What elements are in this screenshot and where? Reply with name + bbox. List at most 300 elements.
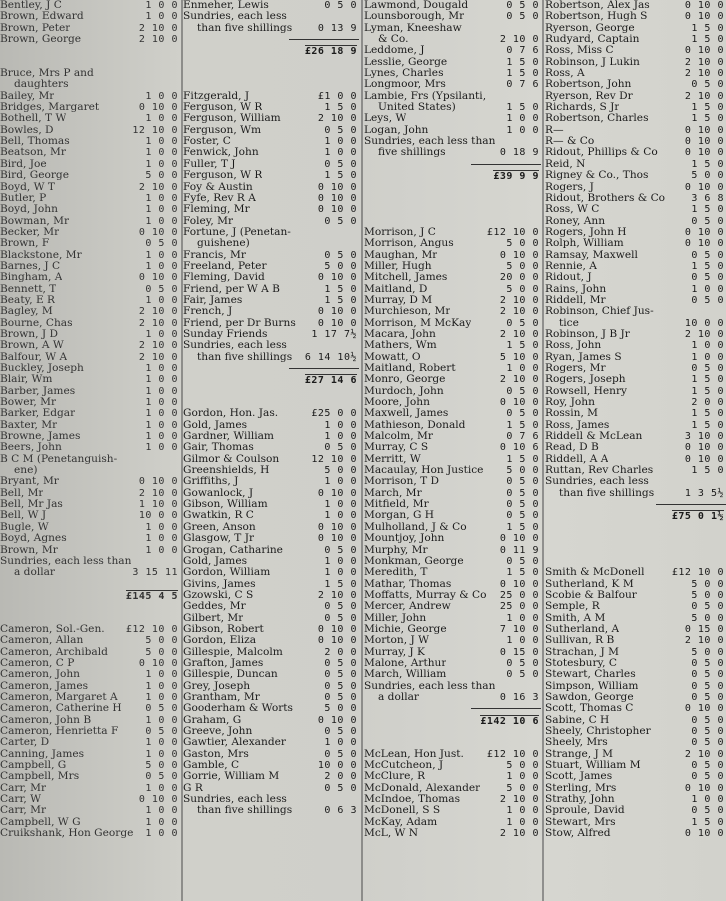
subscriber-name: Sundries, each less than bbox=[0, 555, 132, 567]
subscriber-row bbox=[545, 340, 726, 351]
subscriber-name: Gordon, Hon. Jas. bbox=[183, 408, 279, 420]
subscriber-name: Gowanlock, J bbox=[183, 487, 254, 499]
subscriber-row bbox=[364, 352, 541, 363]
subscriber-name: Boyd, Agnes bbox=[0, 533, 67, 545]
subscriber-row bbox=[364, 363, 541, 374]
subscriber-name: Gordon, William bbox=[183, 567, 271, 579]
subscriber-name: Riddell, Mr bbox=[545, 294, 606, 306]
subscriber-row bbox=[545, 182, 726, 193]
subscriber-name: Murchieson, Mr bbox=[364, 306, 451, 318]
subscriber-row bbox=[545, 601, 726, 612]
subscriber-row bbox=[364, 272, 541, 283]
subscriber-row bbox=[0, 794, 180, 805]
subscription-amount: 0 5 0 bbox=[506, 385, 539, 397]
subscriber-name: Roney, Ann bbox=[545, 215, 606, 227]
subscriber-name: Mathieson, Donald bbox=[364, 419, 466, 431]
subscriber-name: Blackstone, Mr bbox=[0, 249, 82, 261]
subscription-amount: 1 0 0 bbox=[145, 215, 178, 227]
subscription-amount: 7 10 0 bbox=[499, 623, 539, 635]
subscription-amount: 1 10 0 bbox=[138, 499, 178, 511]
subscriber-name: Stow, Alfred bbox=[545, 828, 611, 840]
subscription-amount: 2 10 0 bbox=[499, 306, 539, 318]
subscription-amount: 0 5 0 bbox=[691, 215, 724, 227]
subscription-amount: 0 5 0 bbox=[691, 249, 724, 261]
subscriber-row bbox=[0, 125, 180, 136]
subscriber-row bbox=[364, 250, 541, 261]
subscriber-row bbox=[364, 227, 541, 238]
subscription-amount: 0 10 0 bbox=[684, 11, 724, 23]
subscription-amount: 1 0 0 bbox=[324, 476, 357, 488]
subscriber-row bbox=[364, 11, 541, 22]
subscriber-name: Foley, Mr bbox=[183, 215, 234, 227]
subscription-amount: 1 0 0 bbox=[145, 385, 178, 397]
subscriber-row bbox=[183, 556, 359, 567]
subscriber-row bbox=[183, 715, 359, 726]
subscriber-row bbox=[183, 11, 359, 22]
subscription-amount: 0 5 0 bbox=[691, 601, 724, 613]
subscription-amount: 0 10 6 bbox=[499, 442, 539, 454]
subscriber-row bbox=[545, 476, 726, 487]
subscription-amount: 1 0 0 bbox=[145, 90, 178, 102]
subscription-amount: 1 0 0 bbox=[324, 737, 357, 749]
subscription-amount: 1 0 0 bbox=[145, 0, 178, 11]
subscriber-row bbox=[183, 125, 359, 136]
subscriber-row bbox=[545, 34, 726, 45]
subscription-amount: 0 6 3 bbox=[324, 805, 357, 817]
subscription-amount: 1 5 0 bbox=[691, 816, 724, 828]
subscriber-name: Brown, Peter bbox=[0, 22, 71, 34]
subscriber-row bbox=[364, 397, 541, 408]
subscriber-row bbox=[0, 340, 180, 351]
subscriber-name: Cameron, Sol.-Gen. bbox=[0, 623, 105, 635]
subscription-amount: 1 5 0 bbox=[506, 419, 539, 431]
subscriber-name: guishene) bbox=[197, 238, 250, 250]
subscriber-row bbox=[183, 771, 359, 782]
subscriber-row bbox=[545, 386, 726, 397]
subscriber-row bbox=[183, 476, 359, 487]
subscriber-row bbox=[0, 329, 180, 340]
subscriber-row bbox=[545, 737, 726, 748]
subscriber-name: Sundries, each less bbox=[545, 476, 649, 488]
subscriber-name: Fair, James bbox=[183, 294, 243, 306]
subscriber-name: Cameron, Catherine H bbox=[0, 703, 122, 715]
subscriber-name: Gair, Thomas bbox=[183, 442, 254, 454]
subscriber-name: Gordon, Eliza bbox=[183, 635, 257, 647]
subscriber-row bbox=[364, 79, 541, 90]
subscriber-name: Smith & McDonell bbox=[545, 567, 645, 579]
subscriber-name: Foster, C bbox=[183, 136, 231, 148]
subscription-amount: 0 5 0 bbox=[145, 726, 178, 737]
subscriber-name: Merritt, W bbox=[364, 453, 421, 465]
subscription-amount: 2 10 0 bbox=[138, 487, 178, 499]
subscriber-row bbox=[364, 318, 541, 329]
subscription-amount: 0 5 0 bbox=[506, 476, 539, 488]
subscription-amount: 1 5 0 bbox=[691, 34, 724, 46]
subscriber-name: Bourne, Chas bbox=[0, 317, 73, 329]
subscriber-row bbox=[0, 715, 180, 726]
subscription-amount: 10 0 0 bbox=[684, 317, 724, 329]
subscriber-name: Longmoor, Mrs bbox=[364, 79, 446, 91]
subscriber-name: B C M (Penetanguish- bbox=[0, 453, 118, 465]
subscription-amount: 0 5 0 bbox=[324, 748, 357, 760]
subscription-amount: 2 10 0 bbox=[317, 589, 357, 601]
subscriber-name: Cameron, John bbox=[0, 669, 81, 681]
subscription-amount: 0 5 0 bbox=[145, 283, 178, 295]
subscription-amount: 2 10 0 bbox=[138, 181, 178, 193]
subscriber-row bbox=[364, 125, 541, 136]
subscriber-row bbox=[0, 556, 180, 567]
subscription-amount: 1 5 0 bbox=[691, 22, 724, 34]
subscription-amount: 1 0 0 bbox=[324, 499, 357, 511]
subscriber-name: Geddes, Mr bbox=[183, 601, 246, 613]
subscriber-name: Bowles, D bbox=[0, 124, 54, 136]
subscription-amount: 1 0 0 bbox=[145, 782, 178, 794]
subscriber-row bbox=[545, 79, 726, 90]
subscriber-row bbox=[364, 488, 541, 499]
subscriber-row bbox=[0, 771, 180, 782]
subscriber-row bbox=[183, 250, 359, 261]
subscriber-row bbox=[0, 182, 180, 193]
subscription-amount: 2 0 0 bbox=[324, 646, 357, 658]
subscription-amount: 0 15 0 bbox=[499, 646, 539, 658]
subscriber-row bbox=[0, 567, 180, 578]
subscriber-row bbox=[183, 624, 359, 635]
subscriber-name: Gold, James bbox=[183, 419, 248, 431]
subscriber-name: Gillespie, Malcolm bbox=[183, 646, 283, 658]
subscription-amount: 0 5 0 bbox=[145, 703, 178, 715]
subscription-amount: 5 0 0 bbox=[145, 646, 178, 658]
total-amount: £75 0 1½ bbox=[671, 511, 724, 523]
subscriber-row bbox=[183, 703, 359, 714]
subscriber-row bbox=[364, 828, 541, 839]
subscription-amount: 5 0 0 bbox=[691, 589, 724, 601]
subscriber-name: Griffiths, J bbox=[183, 476, 239, 488]
subscriber-row bbox=[183, 23, 359, 34]
subscriber-row bbox=[0, 170, 180, 181]
subscription-amount: 0 5 0 bbox=[324, 249, 357, 261]
subscriber-row bbox=[0, 601, 180, 612]
subscriber-name: Gawtier, Alexander bbox=[183, 737, 286, 749]
subscriber-name: Greenshields, H bbox=[183, 465, 270, 477]
subscription-amount: 2 10 0 bbox=[138, 340, 178, 352]
subscriber-name: Rennie, A bbox=[545, 260, 597, 272]
subscription-amount: 0 10 0 bbox=[684, 238, 724, 250]
subscription-amount: 5 0 0 bbox=[691, 646, 724, 658]
subscriber-row bbox=[0, 34, 180, 45]
subscriber-name: G R bbox=[183, 782, 203, 794]
subscriber-name: Miller, John bbox=[364, 612, 427, 624]
subscriber-row bbox=[545, 669, 726, 680]
subscriber-name: Gzowski, C S bbox=[183, 589, 254, 601]
subscriber-row bbox=[545, 193, 726, 204]
subscriber-row bbox=[364, 182, 541, 193]
subscription-amount: 1 0 0 bbox=[506, 635, 539, 647]
subscriber-name: Rogers, J bbox=[545, 181, 594, 193]
column-1 bbox=[0, 0, 180, 901]
subscriber-name: Brown, A W bbox=[0, 340, 64, 352]
subscription-amount: 1 0 0 bbox=[145, 714, 178, 726]
subscriber-name: Scott, James bbox=[545, 771, 613, 783]
subscriber-row bbox=[364, 522, 541, 533]
subscriber-row bbox=[0, 193, 180, 204]
subscription-amount: 0 7 6 bbox=[506, 45, 539, 57]
subscription-amount: 0 10 0 bbox=[684, 136, 724, 148]
subscriber-row bbox=[183, 442, 359, 453]
subscriber-row bbox=[545, 284, 726, 295]
subscriber-row bbox=[545, 216, 726, 227]
subscriber-name: Mowatt, O bbox=[364, 351, 421, 363]
subscriber-name: Grogan, Catharine bbox=[183, 544, 283, 556]
subscriber-row bbox=[183, 147, 359, 158]
subscription-amount: 0 10 0 bbox=[684, 45, 724, 57]
subscriber-name: five shillings bbox=[378, 147, 446, 159]
subscriber-name: Sundries, each less bbox=[183, 11, 287, 23]
subscription-amount: 1 0 0 bbox=[145, 669, 178, 681]
subscriber-row bbox=[0, 420, 180, 431]
subscriber-name: Grantham, Mr bbox=[183, 691, 260, 703]
subscriber-name: Malcolm, Mr bbox=[364, 431, 433, 443]
subscriber-row bbox=[0, 11, 180, 22]
subscription-amount: 1 0 0 bbox=[145, 294, 178, 306]
subscription-amount: 0 10 0 bbox=[317, 714, 357, 726]
subscriber-row bbox=[183, 522, 359, 533]
subscriber-row bbox=[0, 545, 180, 556]
subscription-amount: 1 0 0 bbox=[145, 408, 178, 420]
subscription-amount: 0 7 6 bbox=[506, 79, 539, 91]
subscription-amount: 0 10 0 bbox=[684, 782, 724, 794]
subscriber-row bbox=[364, 771, 541, 782]
subscriber-row bbox=[364, 34, 541, 45]
subscriber-row bbox=[545, 374, 726, 385]
subscription-amount: 2 10 0 bbox=[684, 56, 724, 68]
subscriber-name: Campbell, Mrs bbox=[0, 771, 80, 783]
total-rule bbox=[471, 164, 541, 165]
subscription-amount: 1 0 0 bbox=[324, 147, 357, 159]
subscriber-row bbox=[545, 329, 726, 340]
subscriber-name: Bryant, Mr bbox=[0, 476, 59, 488]
subscriber-name: Strange, J M bbox=[545, 748, 613, 760]
subscriber-name: Bowman, Mr bbox=[0, 215, 70, 227]
subscriber-name: Stuart, William M bbox=[545, 760, 641, 772]
subscriber-row bbox=[545, 306, 726, 317]
subscription-amount: 5 0 0 bbox=[145, 170, 178, 182]
subscriber-row bbox=[364, 567, 541, 578]
subscription-amount: 12 10 0 bbox=[132, 124, 178, 136]
subscription-amount: 5 0 0 bbox=[691, 612, 724, 624]
subscription-amount: £12 10 0 bbox=[486, 226, 539, 238]
subscription-amount: 1 0 0 bbox=[145, 136, 178, 148]
subscription-amount: 1 3 5½ bbox=[684, 487, 724, 499]
subscriber-row bbox=[364, 284, 541, 295]
subscriber-row bbox=[183, 579, 359, 590]
subscriber-row bbox=[0, 374, 180, 385]
subscriber-row bbox=[364, 91, 541, 102]
subscriber-row bbox=[183, 216, 359, 227]
subscriber-row bbox=[0, 147, 180, 158]
subscriber-row bbox=[183, 238, 359, 249]
subscriber-row bbox=[183, 647, 359, 658]
subscriber-name: Buckley, Joseph bbox=[0, 363, 84, 374]
subscriber-name: Ferguson, Wm bbox=[183, 124, 262, 136]
subscriber-row bbox=[364, 805, 541, 816]
subscription-amount: 1 0 0 bbox=[145, 828, 178, 840]
subscription-amount: 1 0 0 bbox=[145, 544, 178, 556]
subscriber-row bbox=[0, 681, 180, 692]
subscriber-row bbox=[0, 465, 180, 476]
subscription-amount: 0 5 0 bbox=[691, 771, 724, 783]
subscriber-row bbox=[545, 715, 726, 726]
subscriber-row bbox=[183, 329, 359, 340]
subscriber-row bbox=[364, 386, 541, 397]
subscriber-name: Barber, James bbox=[0, 385, 76, 397]
subscription-amount: 1 0 0 bbox=[506, 124, 539, 136]
subscriber-row bbox=[364, 692, 541, 703]
subscriber-row bbox=[364, 216, 541, 227]
subscriber-name: Cameron, John B bbox=[0, 714, 92, 726]
subscription-amount: 0 18 9 bbox=[499, 147, 539, 159]
subscriber-row bbox=[183, 340, 359, 351]
subscriber-name: Robinson, Chief Jus- bbox=[545, 306, 654, 318]
subscriber-row bbox=[0, 79, 180, 90]
subscription-amount: 2 10 0 bbox=[138, 22, 178, 34]
subscription-amount: 2 10 0 bbox=[138, 306, 178, 318]
subscription-amount: 1 0 0 bbox=[506, 805, 539, 817]
column-3 bbox=[364, 0, 541, 901]
total-rule bbox=[289, 39, 359, 40]
column-4 bbox=[545, 0, 726, 901]
subscriber-row bbox=[183, 102, 359, 113]
subscription-amount: 1 5 0 bbox=[691, 374, 724, 386]
subscription-amount: 2 10 0 bbox=[684, 90, 724, 102]
subscriber-row bbox=[0, 647, 180, 658]
subscriber-name: Maxwell, James bbox=[364, 408, 449, 420]
subscriber-name: Canning, James bbox=[0, 748, 85, 760]
subscriber-row bbox=[545, 272, 726, 283]
subscriber-row bbox=[183, 408, 359, 419]
subscriber-name: Robertson, Alex Jas bbox=[545, 0, 650, 11]
subscription-amount: 1 0 0 bbox=[145, 249, 178, 261]
subscriber-name: Bagley, M bbox=[0, 306, 53, 318]
subscription-amount: 2 0 0 bbox=[691, 397, 724, 409]
subscriber-name: Sproule, David bbox=[545, 805, 625, 817]
subscription-amount: 2 0 0 bbox=[324, 771, 357, 783]
subscription-amount: 1 0 0 bbox=[145, 374, 178, 386]
subscriber-row bbox=[0, 669, 180, 680]
subscriber-row bbox=[545, 238, 726, 249]
subscription-amount: 2 10 0 bbox=[684, 328, 724, 340]
subscriber-name: Fyfe, Rev R A bbox=[183, 192, 256, 204]
subscriber-row bbox=[183, 465, 359, 476]
subscriber-name: Gibson, Robert bbox=[183, 623, 264, 635]
section-total-row bbox=[0, 590, 180, 601]
subscriber-name: Meredith, T bbox=[364, 567, 428, 579]
subscription-amount: 2 10 0 bbox=[499, 328, 539, 340]
subscriber-name: Bell, Thomas bbox=[0, 136, 70, 148]
subscriber-row bbox=[0, 805, 180, 816]
subscriber-name: McDonald, Alexander bbox=[364, 782, 481, 794]
subscription-amount: 0 5 0 bbox=[324, 669, 357, 681]
subscriber-row bbox=[364, 295, 541, 306]
subscriber-name: Robinson, J B Jr bbox=[545, 328, 630, 340]
subscription-amount: 0 10 0 bbox=[684, 181, 724, 193]
subscription-amount: 1 0 0 bbox=[324, 555, 357, 567]
subscription-amount: 2 10 0 bbox=[684, 635, 724, 647]
subscriber-name: Rolph, William bbox=[545, 238, 624, 250]
subscriber-row bbox=[364, 681, 541, 692]
subscriber-name: Beaty, E R bbox=[0, 294, 56, 306]
subscriber-name: Leys, W bbox=[364, 113, 407, 125]
subscription-amount: 2 10 0 bbox=[684, 748, 724, 760]
subscriber-name: Mulholland, J & Co bbox=[364, 521, 467, 533]
subscriber-row bbox=[545, 783, 726, 794]
subscriber-name: Sterling, Mrs bbox=[545, 782, 617, 794]
subscriber-name: Grafton, James bbox=[183, 657, 264, 669]
subscription-amount: 1 5 0 bbox=[691, 102, 724, 114]
subscriber-name: Foy & Austin bbox=[183, 181, 253, 193]
subscription-amount: 1 0 0 bbox=[691, 794, 724, 806]
subscriber-row bbox=[364, 669, 541, 680]
subscriber-name: Gilmor & Coulson bbox=[183, 453, 280, 465]
subscriber-row bbox=[545, 352, 726, 363]
subscriber-row bbox=[183, 159, 359, 170]
subscriber-name: Carr, Mr bbox=[0, 805, 47, 817]
subscriber-row bbox=[0, 23, 180, 34]
subscriber-name: tice bbox=[559, 317, 579, 329]
subscriber-name: Balfour, W A bbox=[0, 351, 68, 363]
subscription-amount: 0 5 0 bbox=[324, 0, 357, 11]
subscription-amount: 3 6 8 bbox=[691, 192, 724, 204]
subscription-amount: £25 0 0 bbox=[311, 408, 357, 420]
subscriber-row bbox=[0, 499, 180, 510]
subscriber-row bbox=[183, 295, 359, 306]
subscription-amount: 2 10 0 bbox=[499, 294, 539, 306]
subscription-amount: 1 5 0 bbox=[506, 340, 539, 352]
subscriber-name: McKay, Adam bbox=[364, 816, 438, 828]
subscriber-name: Stotesbury, C bbox=[545, 657, 617, 669]
section-total-row bbox=[183, 374, 359, 385]
subscriber-row bbox=[183, 749, 359, 760]
subscriber-name: Fenwick, John bbox=[183, 147, 259, 159]
subscriber-row bbox=[545, 624, 726, 635]
subscriber-row bbox=[183, 193, 359, 204]
subscriber-row bbox=[364, 147, 541, 158]
subscription-amount: 25 0 0 bbox=[499, 601, 539, 613]
subscriber-row bbox=[364, 533, 541, 544]
subscriber-name: McL, W N bbox=[364, 828, 419, 840]
subscription-amount: 0 10 0 bbox=[317, 306, 357, 318]
subscriber-name: Macaulay, Hon Justice bbox=[364, 465, 484, 477]
subscriber-name: Gardner, William bbox=[183, 431, 274, 443]
subscriber-row bbox=[364, 45, 541, 56]
subscriber-row bbox=[0, 352, 180, 363]
subscriber-name: Sutherland, K M bbox=[545, 578, 634, 590]
subscription-amount: 0 5 0 bbox=[324, 782, 357, 794]
subscription-amount: 2 10 0 bbox=[499, 34, 539, 46]
total-amount: £142 10 6 bbox=[480, 715, 539, 727]
subscriber-name: Ross, James bbox=[545, 419, 610, 431]
subscriber-name: R— & Co bbox=[545, 136, 595, 148]
subscriber-row bbox=[545, 227, 726, 238]
subscriber-name: Ridout, Brothers & Co bbox=[545, 192, 666, 204]
subscriber-row bbox=[545, 613, 726, 624]
subscriber-name: Ridout, J bbox=[545, 272, 592, 284]
subscriber-row bbox=[0, 613, 180, 624]
subscriber-name: a dollar bbox=[378, 691, 419, 703]
subscription-amount: 10 0 0 bbox=[138, 510, 178, 522]
subscriber-name: than five shillings bbox=[197, 22, 293, 34]
subscription-amount: 25 0 0 bbox=[499, 589, 539, 601]
subscriber-name: Morton, J W bbox=[364, 635, 429, 647]
